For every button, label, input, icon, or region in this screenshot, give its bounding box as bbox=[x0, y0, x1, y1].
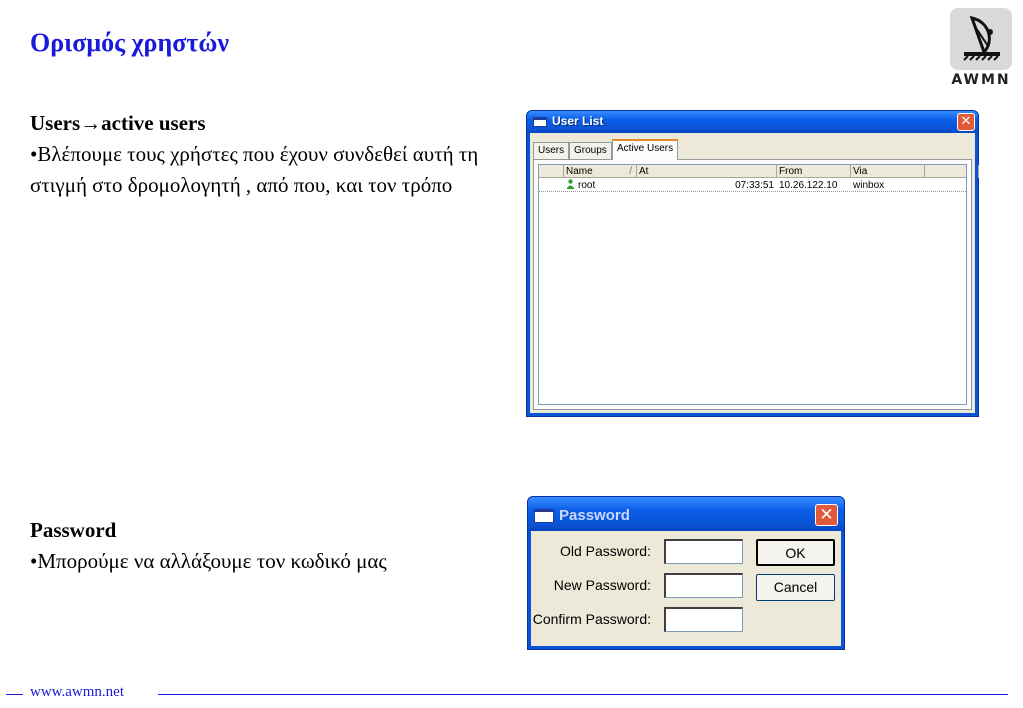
window-icon bbox=[533, 117, 547, 127]
cell-from: 10.26.122.10 bbox=[779, 180, 838, 191]
user-list-body bbox=[530, 133, 975, 413]
old-password-label: Old Password: bbox=[559, 543, 651, 559]
password-titlebar[interactable] bbox=[528, 497, 844, 531]
close-button[interactable]: ✕ bbox=[957, 113, 975, 131]
active-users-heading: Users→active users bbox=[30, 111, 206, 135]
confirm-password-label: Confirm Password: bbox=[532, 611, 651, 627]
table-header bbox=[539, 165, 966, 178]
password-body bbox=[531, 531, 841, 646]
column-header-from[interactable]: From bbox=[777, 165, 851, 178]
password-title: Password bbox=[559, 507, 630, 524]
slide-title: Ορισμός χρηστών bbox=[30, 28, 229, 57]
tab-users[interactable]: Users bbox=[533, 142, 569, 159]
logo-text: AWMN bbox=[951, 72, 1011, 88]
awmn-logo bbox=[946, 8, 1016, 88]
column-header-at[interactable]: At bbox=[637, 165, 777, 178]
dish-antenna-icon bbox=[950, 8, 1012, 70]
column-header-extra[interactable] bbox=[925, 165, 979, 178]
window-icon bbox=[534, 509, 554, 523]
new-password-label: New Password: bbox=[553, 577, 651, 593]
column-header-name[interactable]: Name / bbox=[564, 165, 637, 178]
password-window bbox=[527, 496, 845, 650]
new-password-field[interactable] bbox=[664, 573, 743, 598]
arrow-icon: → bbox=[80, 111, 102, 135]
confirm-password-field[interactable] bbox=[664, 607, 743, 632]
user-icon bbox=[566, 179, 575, 189]
table-row[interactable] bbox=[539, 179, 966, 192]
password-bullet: •Μπορούμε να αλλάξουμε τον κωδικό μας bbox=[30, 549, 387, 573]
footer-rule-right bbox=[158, 694, 1008, 695]
cell-name: root bbox=[564, 179, 637, 192]
password-heading: Password bbox=[30, 518, 117, 542]
sort-indicator-icon: / bbox=[629, 166, 632, 177]
tab-active-users[interactable]: Active Users bbox=[612, 139, 678, 160]
tab-groups[interactable]: Groups bbox=[569, 142, 612, 159]
old-password-field[interactable] bbox=[664, 539, 743, 564]
cell-at: 07:33:51 bbox=[735, 180, 774, 191]
active-users-panel bbox=[533, 159, 972, 410]
column-header-via[interactable]: Via bbox=[851, 165, 925, 178]
user-list-title: User List bbox=[552, 114, 604, 128]
active-users-bullet: •Βλέπουμε τους χρήστες που έχουν συνδεθεί αυτή τη στιγμή στο δρομολογητή , από που, και τον τρόπο bbox=[30, 142, 479, 197]
cancel-button[interactable]: Cancel bbox=[756, 574, 835, 601]
user-list-window bbox=[526, 110, 979, 417]
password-section bbox=[30, 515, 520, 577]
user-list-titlebar[interactable] bbox=[527, 111, 978, 133]
ok-button[interactable]: OK bbox=[756, 539, 835, 566]
column-header-blank bbox=[539, 165, 564, 178]
close-button[interactable]: ✕ bbox=[815, 504, 838, 526]
active-users-table bbox=[538, 164, 967, 405]
cell-via: winbox bbox=[853, 180, 885, 191]
footer-rule-left bbox=[6, 694, 23, 695]
footer-url[interactable]: www.awmn.net bbox=[30, 684, 125, 700]
active-users-section bbox=[30, 108, 520, 201]
